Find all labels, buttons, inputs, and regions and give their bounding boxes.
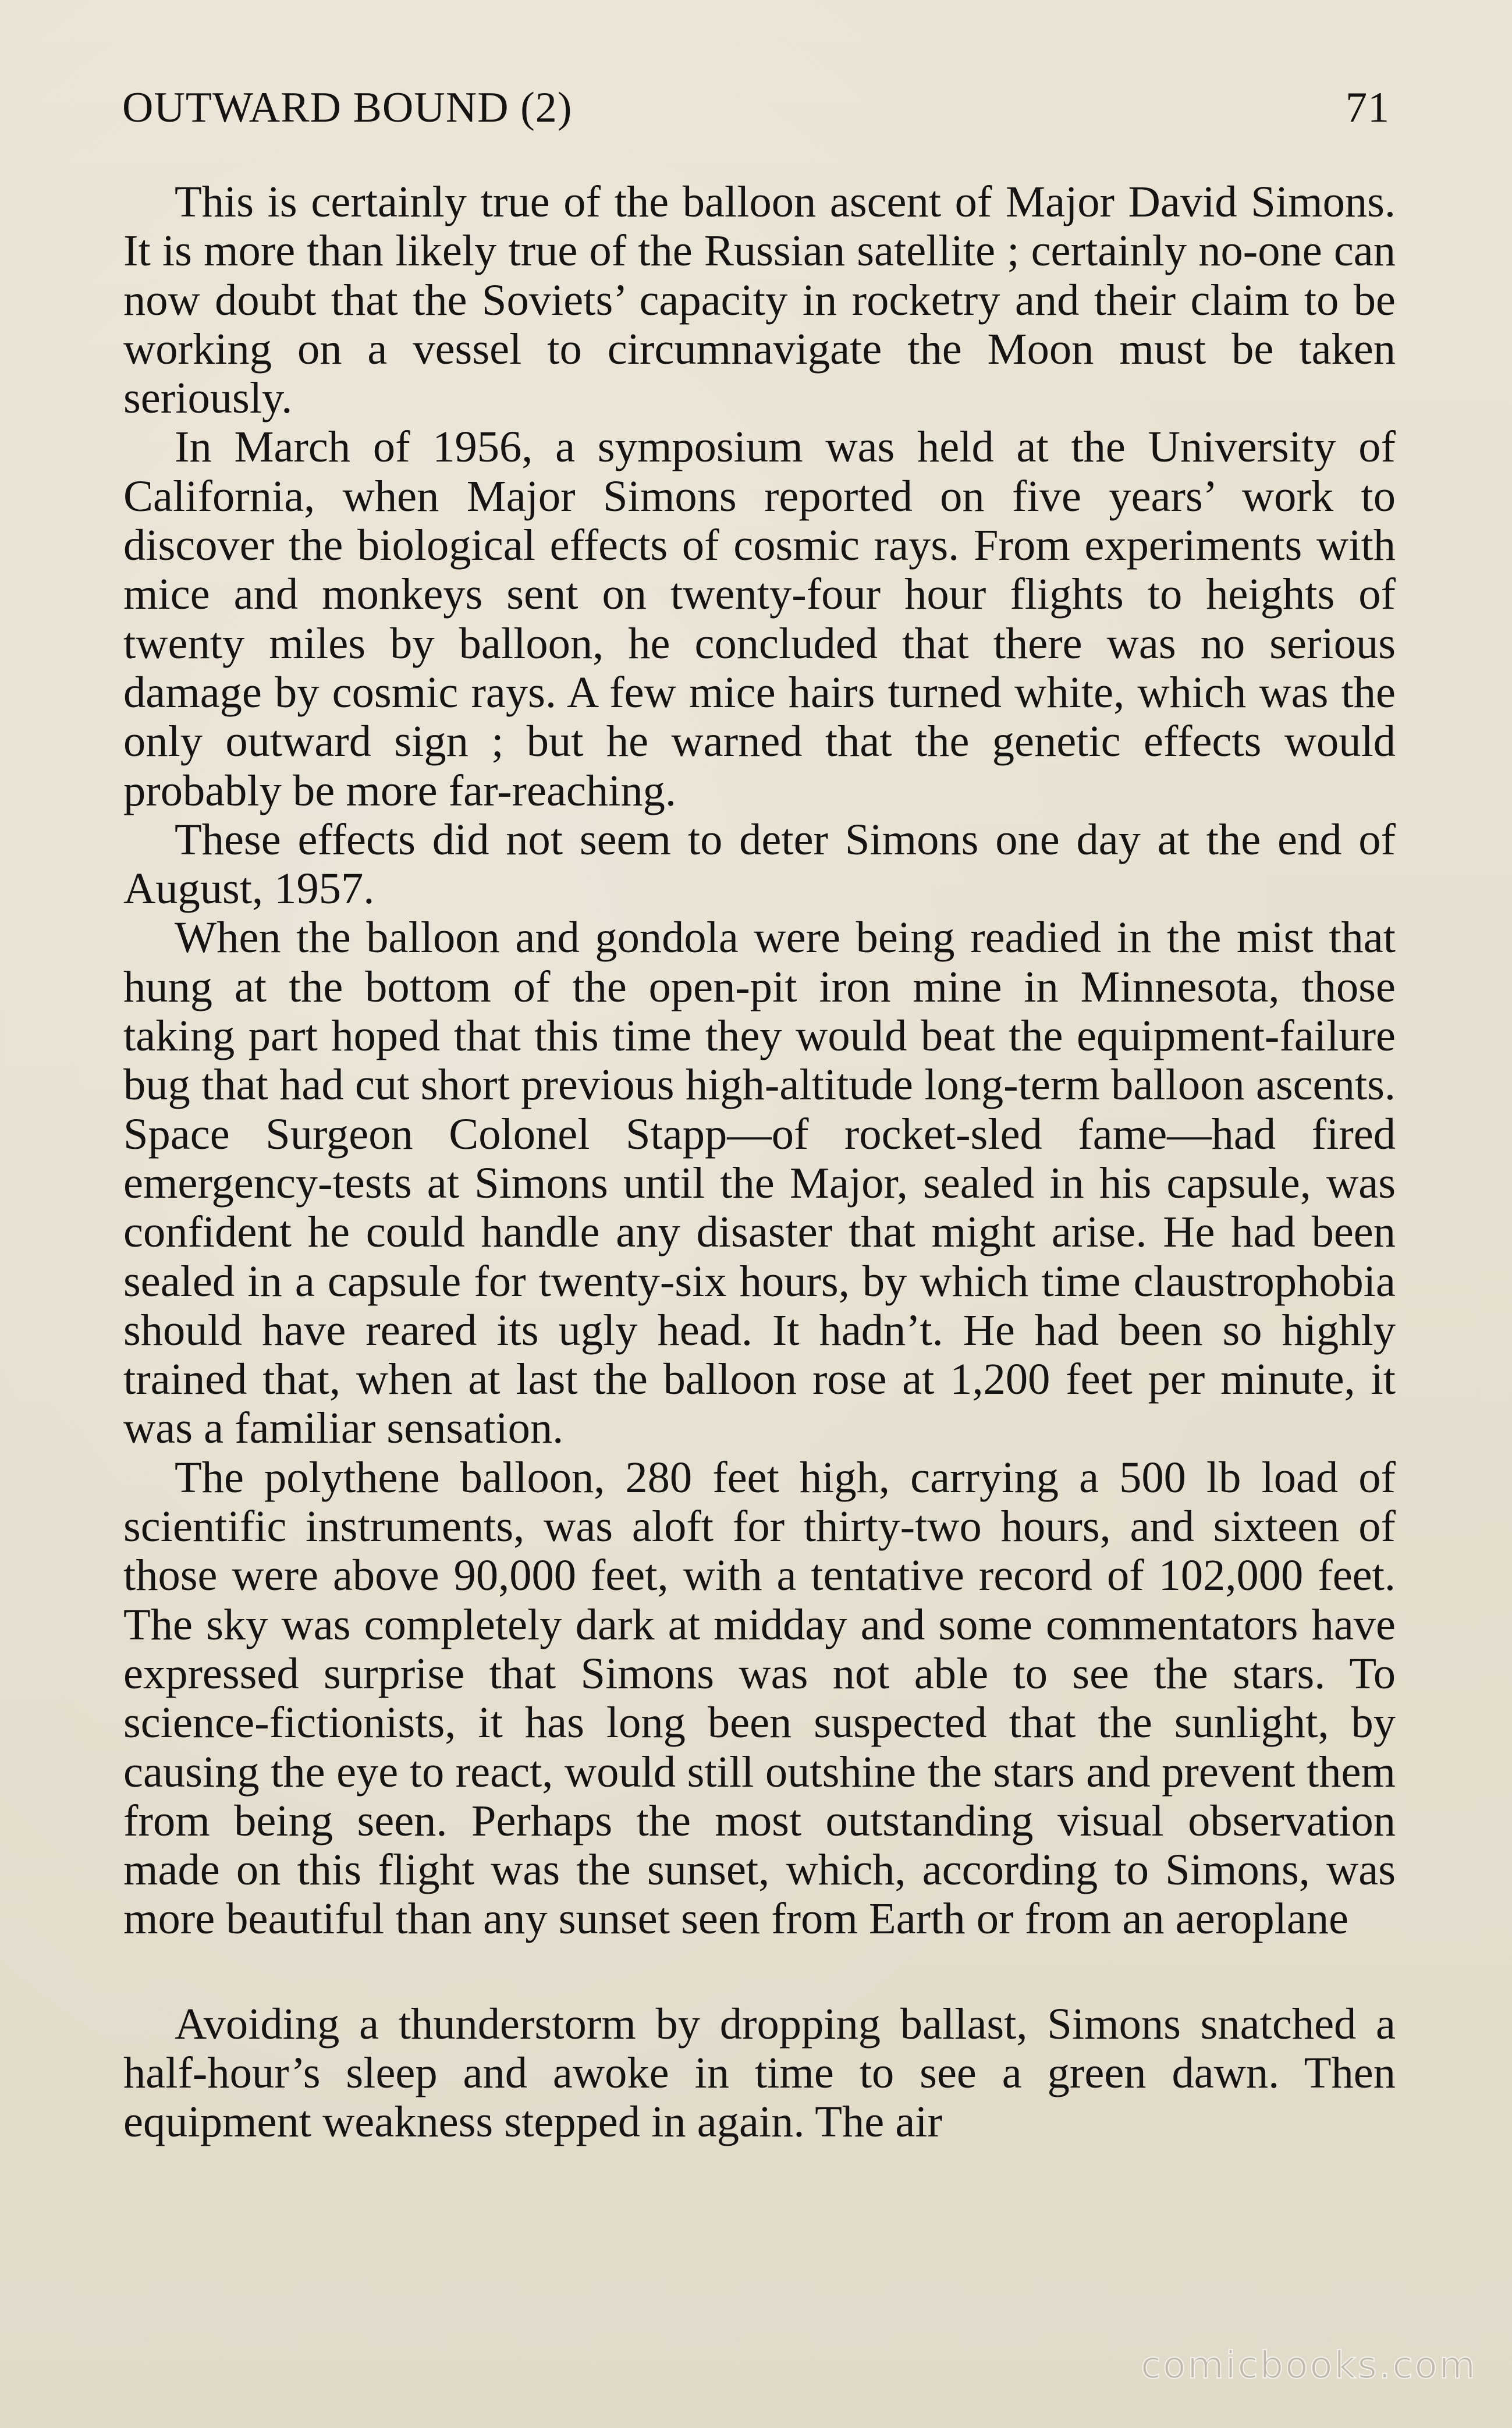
running-head [122, 76, 1390, 140]
paragraph-5: The polythene balloon, 280 feet high, carrying a 500 lb load of scientific instruments, was aloft for thirty-two hours, and sixteen of those were above 90,000 feet, with a tentative record of 102,000 feet. The sky was completely dark at midday and some commentators have expressed surprise that Simons was not able to see the stars. To science-fictionists, it has long been suspected that the sunlight, by causing the eye to react, would still outshine the stars and prevent them from being seen. Perhaps the most outstanding visual observation made on this flight was the sunset, which, according to Simons, was more beautiful than any sunset seen from Earth or from an aeroplane [123, 1452, 1396, 1944]
watermark: comicbooks.com [1140, 2344, 1477, 2387]
running-title: OUTWARD BOUND (2) [122, 84, 573, 132]
paragraph-2: In March of 1956, a symposium was held at the University of California, when Major Simons reported on five years’ work to discover the biological effects of cosmic rays. From experiments with mice and monkeys sent on twenty-four hour flights to heights of twenty miles by balloon, he concluded that there was no serious damage by cosmic rays. A few mice hairs turned white, which was the only outward sign ; but he warned that the genetic effects would probably be more far-reaching. [123, 422, 1396, 815]
body-text [123, 178, 1396, 2147]
page-number: 71 [1346, 84, 1390, 132]
paragraph-3: These effects did not seem to deter Simons one day at the end of August, 1957. [123, 814, 1396, 914]
paragraph-6: Avoiding a thunderstorm by dropping ballast, Simons snatched a half-hour’s sleep and awoke in time to see a green dawn. Then equipment weakness stepped in again. The air [123, 1999, 1396, 2147]
paragraph-1: This is certainly true of the balloon ascent of Major David Simons. It is more than likely true of the Russian satellite ; certainly no-one can now doubt that the Soviets’ capacity in rocketry and their claim to be working on a vessel to circumnavigate the Moon must be taken seriously. [123, 177, 1396, 423]
paragraph-4: When the balloon and gondola were being readied in the mist that hung at the bottom of the open-pit iron mine in Minnesota, those taking part hoped that this time they would beat the equipment-failure bug that had cut short previous high-altitude long-term balloon ascents. Space Surgeon Colonel Stapp—of rocket-sled fame—had fired emergency-tests at Simons until the Major, sealed in his capsule, was confident he could handle any disaster that might arise. He had been sealed in a capsule for twenty-six hours, by which time claustrophobia should have reared its ugly head. It hadn’t. He had been so highly trained that, when at last the balloon rose at 1,200 feet per minute, it was a familiar sensation. [123, 913, 1396, 1453]
